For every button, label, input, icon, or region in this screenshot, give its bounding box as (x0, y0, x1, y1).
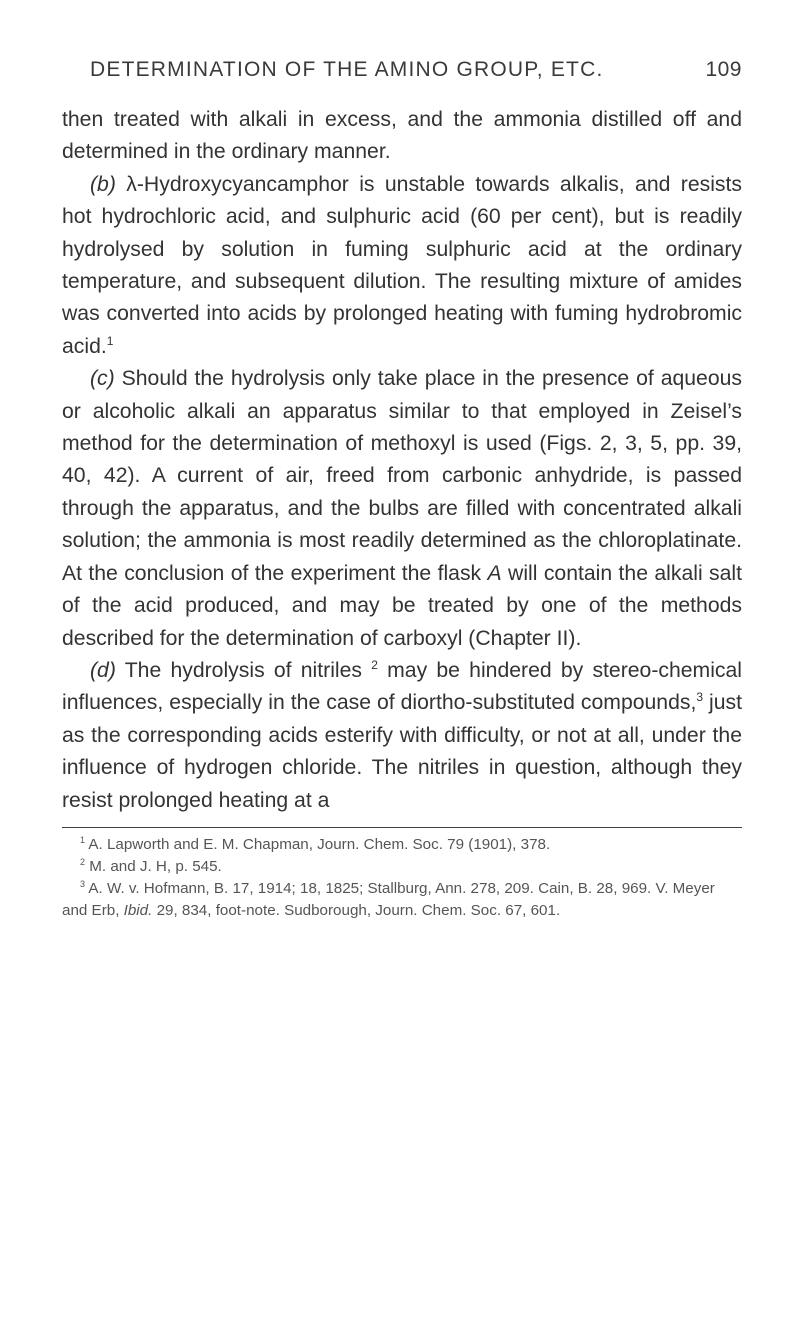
footnote-text: M. and J. H, p. 545. (85, 857, 222, 875)
page-number: 109 (705, 58, 742, 81)
footnotes (62, 834, 742, 922)
footnote-text: A. W. v. Hofmann, B. 17, 1914; 18, 1825; Stallburg, Ann. 278, 209. Cain, B. 28, 969. V. Meyer and Erb, (62, 879, 715, 919)
footnote-mark: 1 (80, 834, 86, 845)
footnote-ref-3[interactable]: 3 (696, 690, 704, 705)
footnote-1 (62, 834, 742, 856)
book-page (62, 58, 742, 922)
footnote-text: A. Lapworth and E. M. Chapman, Journ. Chem. Soc. 79 (1901), 378. (85, 835, 551, 853)
paragraph-d-text-b: may be hindered by stereo-chemical influences, especially in the case of diortho-substituted compounds, (62, 658, 742, 715)
footnote-ibid: Ibid. (123, 901, 153, 919)
running-head-title: DETERMINATION OF THE AMINO GROUP, ETC. (90, 58, 604, 81)
paragraph-d-marker: (d) (90, 658, 116, 682)
footnote-ref-2[interactable]: 2 (371, 657, 378, 672)
paragraph-d (62, 655, 742, 817)
footnote-text-b: 29, 834, foot-note. Sudborough, Journ. Chem. Soc. 67, 601. (152, 901, 561, 919)
footnote-ref-1[interactable]: 1 (106, 333, 114, 348)
paragraph-1 (62, 104, 742, 169)
flask-label: A (487, 561, 502, 585)
footnote-mark: 2 (80, 856, 86, 867)
footnote-divider (62, 827, 742, 828)
paragraph-b-marker: (b) (90, 172, 116, 196)
paragraph-d-text-c: just as the corresponding acids esterify with difficulty, or not at all, under the influence of hydrogen chloride. The nitriles in question, although they resist prolonged heating at a (62, 691, 743, 812)
body-text (62, 104, 742, 817)
paragraph-b-text: λ-Hydroxycyancamphor is unstable towards alkalis, and resists hot hydrochloric acid, and sulphuric acid (60 per cent), but is readily hydrolysed by solution in fuming sulphuric acid at the ordinary temperature, and subsequent dilution. The resulting mixture of amides was converted into acids by prolonged heating with fuming hydrobromic acid. (62, 172, 742, 358)
footnote-mark: 3 (80, 878, 86, 889)
paragraph-c-marker: (c) (90, 367, 115, 391)
footnote-3 (62, 878, 742, 922)
paragraph-b (62, 169, 742, 363)
paragraph-c-text-a: Should the hydrolysis only take place in the presence of aqueous or alcoholic alkali an apparatus similar to that employed in Zeisel’s method for the determination of methoxyl is used (Figs. 2, 3, 5, pp. 39, 40, 42). A current of air, freed from carbonic anhydride, is passed through the apparatus, and the bulbs are filled with concentrated alkali solution; the ammonia is most readily determined as the chloroplatinate. At the conclusion of the experiment the flask (62, 367, 742, 585)
paragraph-c-text-b: will contain the alkali salt of the acid produced, and may be treated by one of the methods described for the determination of carboxyl (Chapter II). (62, 561, 742, 650)
paragraph-c (62, 363, 742, 655)
paragraph-1-text: then treated with alkali in excess, and the ammonia distilled off and determined in the ordinary manner. (62, 108, 742, 164)
paragraph-d-text-a: The hydrolysis of nitriles (115, 658, 372, 682)
footnote-2 (62, 856, 742, 878)
running-head (62, 58, 742, 82)
